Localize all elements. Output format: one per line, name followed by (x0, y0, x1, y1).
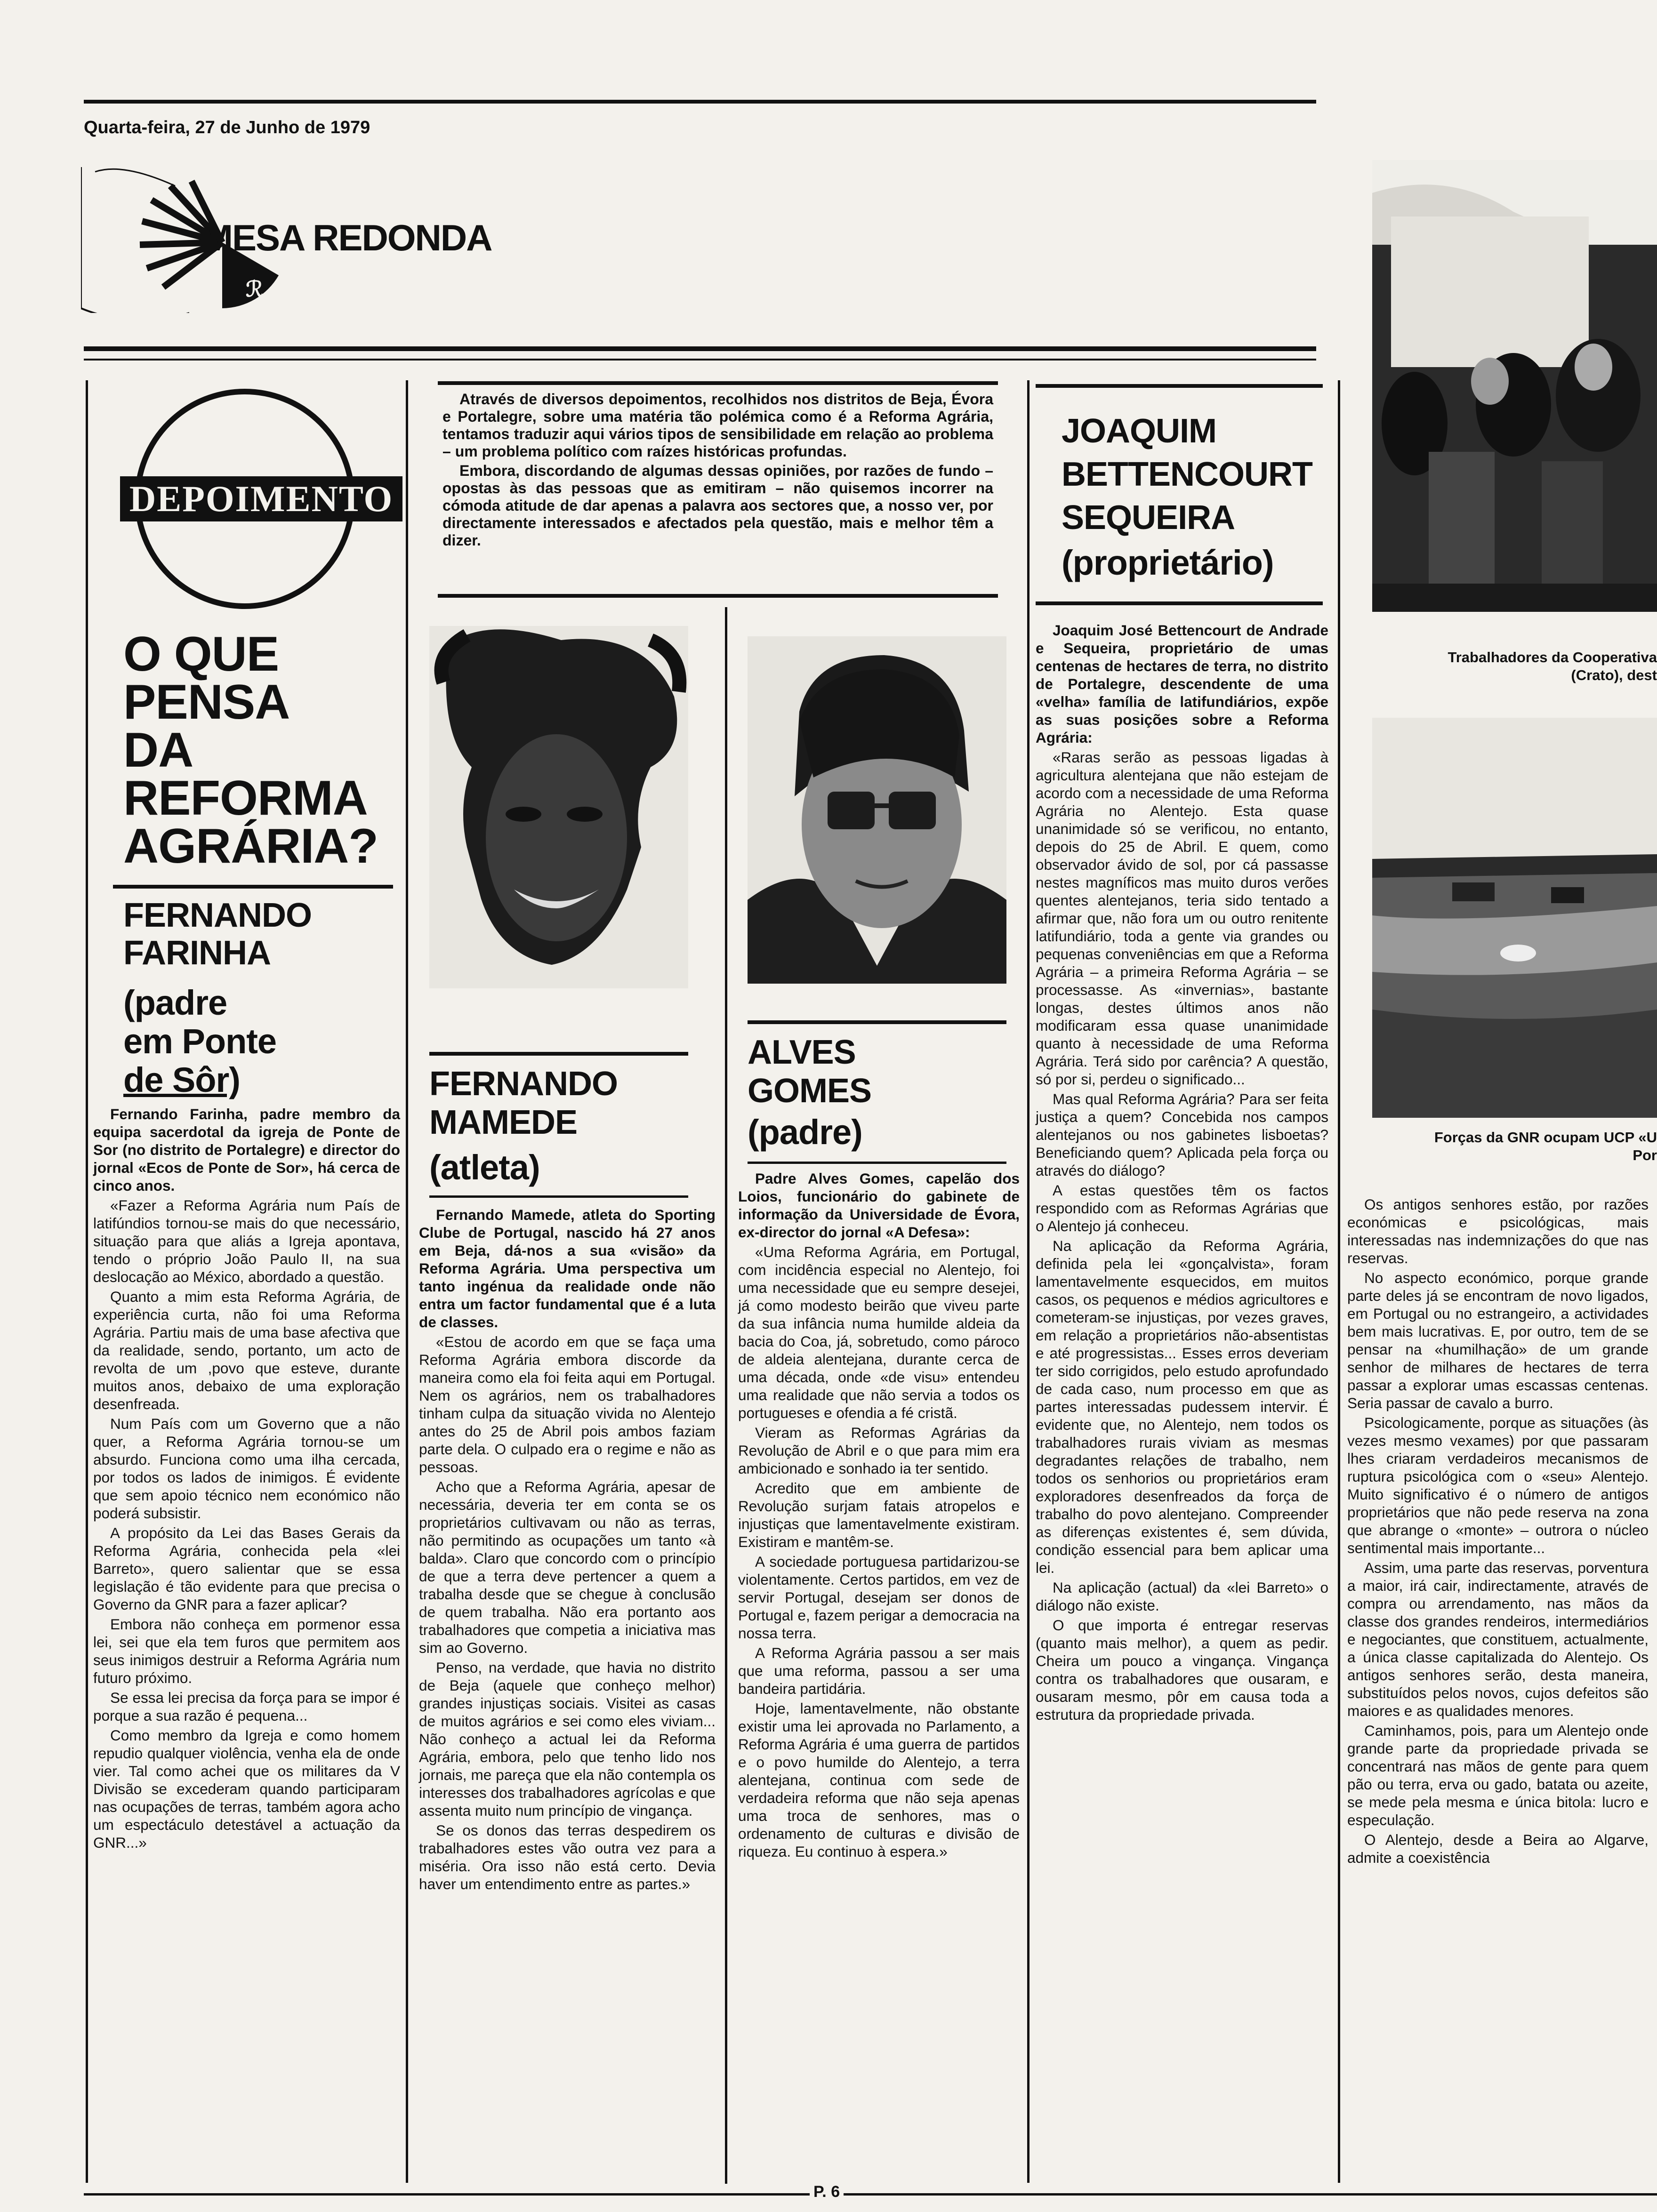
article-paragraph: «Estou de acordo em que se faça uma Reforma Agrária embora discorde da maneira como ela foi feita aqui em Portugal. Nem os agrários, nem os trabalhadores tinham culpa da situação vivida no Alentejo antes do 25 de Abril pois ambos faziam parte dela. O culpado era o regime e não as pessoas. (419, 1333, 716, 1475)
intro-text (442, 391, 993, 551)
article-paragraph: A estas questões têm os factos respondido com as Reformas Agrárias que o Alentejo já conheceu. (1036, 1182, 1328, 1234)
intro-rule-top (438, 381, 998, 385)
article-lead: Joaquim José Bettencourt de Andrade e Sequeira, proprietário de umas centenas de hectares de terra, no distrito de Portalegre, descendente de uma «velha» família de latifundiários, expõe as suas posições sobre a Reforma Agrária: (1036, 622, 1328, 746)
main-title-line: O QUE (123, 627, 279, 681)
article-paragraph: Na aplicação (actual) da «lei Barreto» o diálogo não existe. (1036, 1579, 1328, 1614)
separator (1036, 384, 1323, 388)
gnr-caption: Forças da GNR ocupam UCP «U Por (1434, 1129, 1657, 1163)
article-paragraph: O que importa é entregar reservas (quanto mais melhor), a quem as pedir. Cheira um pouco a vingança. Vingança contra os trabalhadores que ousaram, e ousaram mesmo, pôr em causa toda a estrutura da propriedade privada. (1036, 1617, 1328, 1723)
gomes-name: ALVES GOMES (748, 1034, 872, 1110)
sequeira-role: (proprietário) (1062, 543, 1274, 582)
farinha-name: FERNANDO FARINHA (123, 897, 312, 972)
intro-paragraph: Embora, discordando de algumas dessas opiniões, por razões de fundo – opostas às das pessoas que as emitiram – não quisemos incorrer na cómoda atitude de dar apenas a palavra aos sectores que, a nosso ver, por directamente interessados e afectados pela questão, mais e melhor têm a dizer. (442, 462, 993, 549)
separator (429, 1195, 688, 1198)
separator (113, 885, 393, 889)
article-paragraph: Acho que a Reforma Agrária, apesar de necessária, deveria ter em conta se os proprietários cultivavam ou não as terras, não permitindo as ocupações um tanto «à balda». Claro que concordo com o princípio de que a terra deve pertencer a quem a trabalha desde que se chegue à conclusão de quem trabalha. Não era portanto aos trabalhadores que competia a iniciativa mas sim ao Governo. (419, 1478, 716, 1656)
article-paragraph: Se os donos das terras despedirem os trabalhadores estes vão outra vez para a miséria. Ora isso não está certo. Devia haver um entendimento entre as partes.» (419, 1822, 716, 1892)
main-title-line: DA (123, 722, 193, 777)
article-paragraph: «Uma Reforma Agrária, em Portugal, com incidência especial no Alentejo, foi uma necessidade que eu sempre desejei, já como modesto beirão que viveu parte da sua infância numa humilde aldeia da bacia do Coa, já, sobretudo, como pároco de aldeia alentejana, durante cerca de uma década, onde «de visu» entendeu uma realidade que não servia a todos os portugueses e ofendia a fé cristã. (738, 1243, 1020, 1421)
article-lead: Fernando Farinha, padre membro da equipa sacerdotal da igreja de Ponte de Sor (no distrito de Portalegre) e director do jornal «Ecos de Ponte de Sor», há cerca de cinco anos. (93, 1106, 400, 1194)
gomes-article (738, 1170, 1020, 1862)
article-paragraph: «Fazer a Reforma Agrária num País de latifúndios tornou-se mais do que necessário, situação para que aliás a Igreja apontava, tendo o próprio João Paulo II, na sua deslocação ao México, abordado a questão. (93, 1197, 400, 1285)
gnr-photo (1372, 718, 1657, 1118)
cooperative-photo (1372, 160, 1657, 612)
article-paragraph: Quanto a mim esta Reforma Agrária, de experiência curta, não foi uma Reforma Agrária. Partiu mais de uma base afectiva que da realidade, sendo, portanto, um acto de revolta de um ,povo que esteve, durante muitos anos, debaixo de uma exploração desenfreada. (93, 1288, 400, 1412)
article-lead: Padre Alves Gomes, capelão dos Loios, funcionário do gabinete de informação da Universidade de Évora, ex-director do jornal «A Defesa»: (738, 1170, 1020, 1241)
article-paragraph: Na aplicação da Reforma Agrária, definida pela lei «gonçalvista», foram lamentavelmente esquecidos, em muitos casos, os pequenos e médios agricultores e cometeram-se injustiças, por vezes graves, em relação a proprietários não-absentistas e até progressistas... Esses erros deveriam ter sido corrigidos, pelo estudo aprofundado de cada caso, num processo em que as partes interessadas pudessem intervir. É evidente que, no Alentejo, nem todos os trabalhadores rurais viviam as mesmas degradantes relações de trabalho, nem todos os senhorios ou proprietários eram exploradores desenfreados da força de trabalho do povo alentejano. Compreender as diferenças existentes é, sem dúvida, condição essencial para bem aplicar uma lei. (1036, 1237, 1328, 1576)
article-paragraph: Como membro da Igreja e como homem repudio qualquer violência, venha ela de onde vier. Tal como achei que os militares da V Divisão se excederam quando participaram nas ocupações de terras, também agora acho um espectáculo detestável a actuação da GNR...» (93, 1727, 400, 1851)
section-logo (81, 167, 492, 313)
column-rule (406, 380, 408, 2183)
depoimento-badge (94, 386, 405, 612)
column-rule (1027, 380, 1030, 2183)
article-paragraph: A propósito da Lei das Bases Gerais da Reforma Agrária, conhecida pela «lei Barreto», quero salientar que se essa legislação é tão evidente para que precisa o Governo da GNR para a fazer aplicar? (93, 1524, 400, 1613)
article-paragraph: Penso, na verdade, que havia no distrito de Beja (aquele que conheço melhor) grandes injustiças sociais. Visitei as casas de muitos agrários e sei como eles viviam... Não conheço a actual lei da Reforma Agrária, embora, pelo que tenho lido nos jornais, me pareça que ela não contempla os interesses dos trabalhadores agrícolas e que assenta muito num princípio de vingança. (419, 1659, 716, 1819)
sequeira-continued (1347, 1195, 1649, 1868)
main-title-line: REFORMA (123, 770, 368, 825)
article-paragraph: Psicologicamente, porque as situações (às vezes mesmo vexames) por que passaram lhes criaram verdadeiros mecanismos de ruptura psicológica com o «seu» Alentejo. Muito significativo é o número de antigos proprietários que não pede reserva na zona que abrange o «monte» – outrora o núcleo sentimental mais importante... (1347, 1414, 1649, 1556)
article-paragraph: Se essa lei precisa da força para se impor é porque a sua razão é pequena... (93, 1689, 400, 1724)
separator (748, 1162, 1006, 1164)
column-rule (725, 607, 727, 2184)
mamede-role: (atleta) (429, 1148, 540, 1187)
separator (748, 1020, 1006, 1024)
header-rule-2 (84, 359, 1316, 361)
cooperative-caption: Trabalhadores da Cooperativa (Crato), dest (1448, 649, 1657, 683)
farinha-role: (padre em Ponte de Sôr) (123, 983, 277, 1099)
intro-paragraph: Através de diversos depoimentos, recolhidos nos distritos de Beja, Évora e Portalegre, sobre uma matéria tão polémica como é a Reforma Agrária, tentamos traduzir aqui vários tipos de sensibilidade em relação ao problema – um problema político com raízes históricas profundas. (442, 391, 993, 460)
article-paragraph: Caminhamos, pois, para um Alentejo onde grande parte da propriedade privada se concentrará nas mãos de gente para quem pão ou terra, erva ou gado, batata ou azeite, se mede pela mesma e única bitola: lucro e especulação. (1347, 1722, 1649, 1828)
farinha-article (93, 1105, 400, 1853)
mamede-name: FERNANDO MAMEDE (429, 1065, 618, 1141)
article-paragraph: Embora não conheça em pormenor essa lei, sei que ela tem furos que permitem aos seus inimigos destruir a Reforma Agrária num futuro próximo. (93, 1616, 400, 1686)
page-number: P. 6 (810, 2183, 844, 2201)
intro-rule-bottom (438, 594, 998, 598)
mamede-photo (429, 626, 688, 988)
article-paragraph: O Alentejo, desde a Beira ao Algarve, admite a coexistência (1347, 1831, 1649, 1866)
separator (429, 1052, 688, 1056)
article-paragraph: Acredito que em ambiente de Revolução surjam fatais atropelos e injustiças que lamentavelmente existiram. Existiram e mantêm-se. (738, 1480, 1020, 1550)
article-paragraph: «Raras serão as pessoas ligadas à agricultura alentejana que não estejam de acordo com a necessidade de uma Reforma Agrária no Alentejo. Esta quase unanimidade só se verificou, no entanto, depois do 25 de Abril. E quem, como observador ávido de sol, por cá passasse nestes magníficos mas muito duros verões quentes alentejanos, teria sido tentado a afirmar que, não fora um ou outro renitente latifundiário, toda a gente via grandes ou pequenas conveniências em que a Reforma Agrária – a primeira Reforma Agrária – se processasse. As «invernias», bastante longas, destes últimos anos não modificaram essa quase unanimidade quanto à necessidade de uma Reforma Agrária. Terá sido por carência? A questão, só por si, perdeu o significado... (1036, 749, 1328, 1088)
separator (1036, 601, 1323, 605)
article-paragraph: A Reforma Agrária passou a ser mais que uma reforma, passou a ser uma bandeira partidária. (738, 1644, 1020, 1697)
svg-text:ℛ: ℛ (246, 277, 263, 301)
gomes-photo (748, 636, 1006, 984)
depoimento-label: DEPOIMENTO (120, 476, 402, 521)
main-title-line: AGRÁRIA? (123, 818, 378, 874)
article-paragraph: No aspecto económico, porque grande parte deles já se encontram de novo ligados, em Portugal ou no estrangeiro, a actividades bem mais lucrativas. E, por outro, tem de se pensar na «humilhação» de um grande senhor de milhares de hectares de terra passar a explorar umas escassas centenas. Seria passar de cavalo a burro. (1347, 1269, 1649, 1411)
article-lead: Fernando Mamede, atleta do Sporting Clube de Portugal, nascido há 27 anos em Beja, dá-nos a sua «visão» da Reforma Agrária. Uma perspectiva um tanto ingénua da realidade onde não entra um factor fundamental que é a luta de classes. (419, 1206, 716, 1330)
header-rule-1 (84, 346, 1316, 351)
article-paragraph: Hoje, lamentavelmente, não obstante existir uma lei aprovada no Parlamento, a Reforma Agrária é uma guerra de partidos e o povo humilde do Alentejo, a terra alentejana, continua com sede de verdadeira reforma que não seja apenas uma troca de senhores, mas o ordenamento de culturas e divisão de riqueza. Eu continuo à espera.» (738, 1700, 1020, 1860)
article-paragraph: Os antigos senhores estão, por razões económicas e psicológicas, mais interessadas nas indemnizações do que nas reservas. (1347, 1196, 1649, 1266)
mamede-article (419, 1206, 716, 1895)
issue-date: Quarta-feira, 27 de Junho de 1979 (84, 118, 370, 137)
gomes-role: (padre) (748, 1113, 862, 1152)
article-paragraph: Mas qual Reforma Agrária? Para ser feita justiça a quem? Concebida nos campos alentejanos ou nos gabinetes lisboetas? Beneficiando quem? Aplicada pela força ou através do diálogo? (1036, 1090, 1328, 1179)
article-paragraph: Assim, uma parte das reservas, porventura a maior, irá cair, indirectamente, através de compra ou arrendamento, nas mãos da classe dos grandes rendeiros, intermediários e negociantes, que constituem, actualmente, a única classe capitalizada do Alentejo. Os antigos senhores serão, desta maneira, substituídos pelos novos, cujos defeitos são maiores e as qualidades menores. (1347, 1559, 1649, 1719)
article-paragraph: Num País com um Governo que a não quer, a Reforma Agrária tornou-se um absurdo. Funciona como uma ilha cercada, por todos os lados de inimigos. É evidente que sem apoio técnico nem económico não poderá subsistir. (93, 1415, 400, 1522)
main-title-line: PENSA (123, 674, 290, 729)
main-title (123, 627, 378, 874)
article-paragraph: Vieram as Reformas Agrárias da Revolução de Abril e o que para mim era ambicionado e sonhado ia ter sentido. (738, 1424, 1020, 1477)
top-rule (84, 100, 1316, 104)
footer-rule (84, 2193, 1657, 2196)
article-paragraph: A sociedade portuguesa partidarizou-se violentamente. Certos partidos, em vez de servir Portugal, desejam ser donos de Portugal e, fazem perigar a democracia na nossa terra. (738, 1553, 1020, 1642)
sequeira-article (1036, 621, 1328, 1725)
column-rule (86, 380, 88, 2183)
sequeira-name: JOAQUIM BETTENCOURT SEQUEIRA (1062, 412, 1312, 537)
section-title: MESA REDONDA (202, 217, 492, 258)
column-rule (1338, 380, 1340, 2183)
